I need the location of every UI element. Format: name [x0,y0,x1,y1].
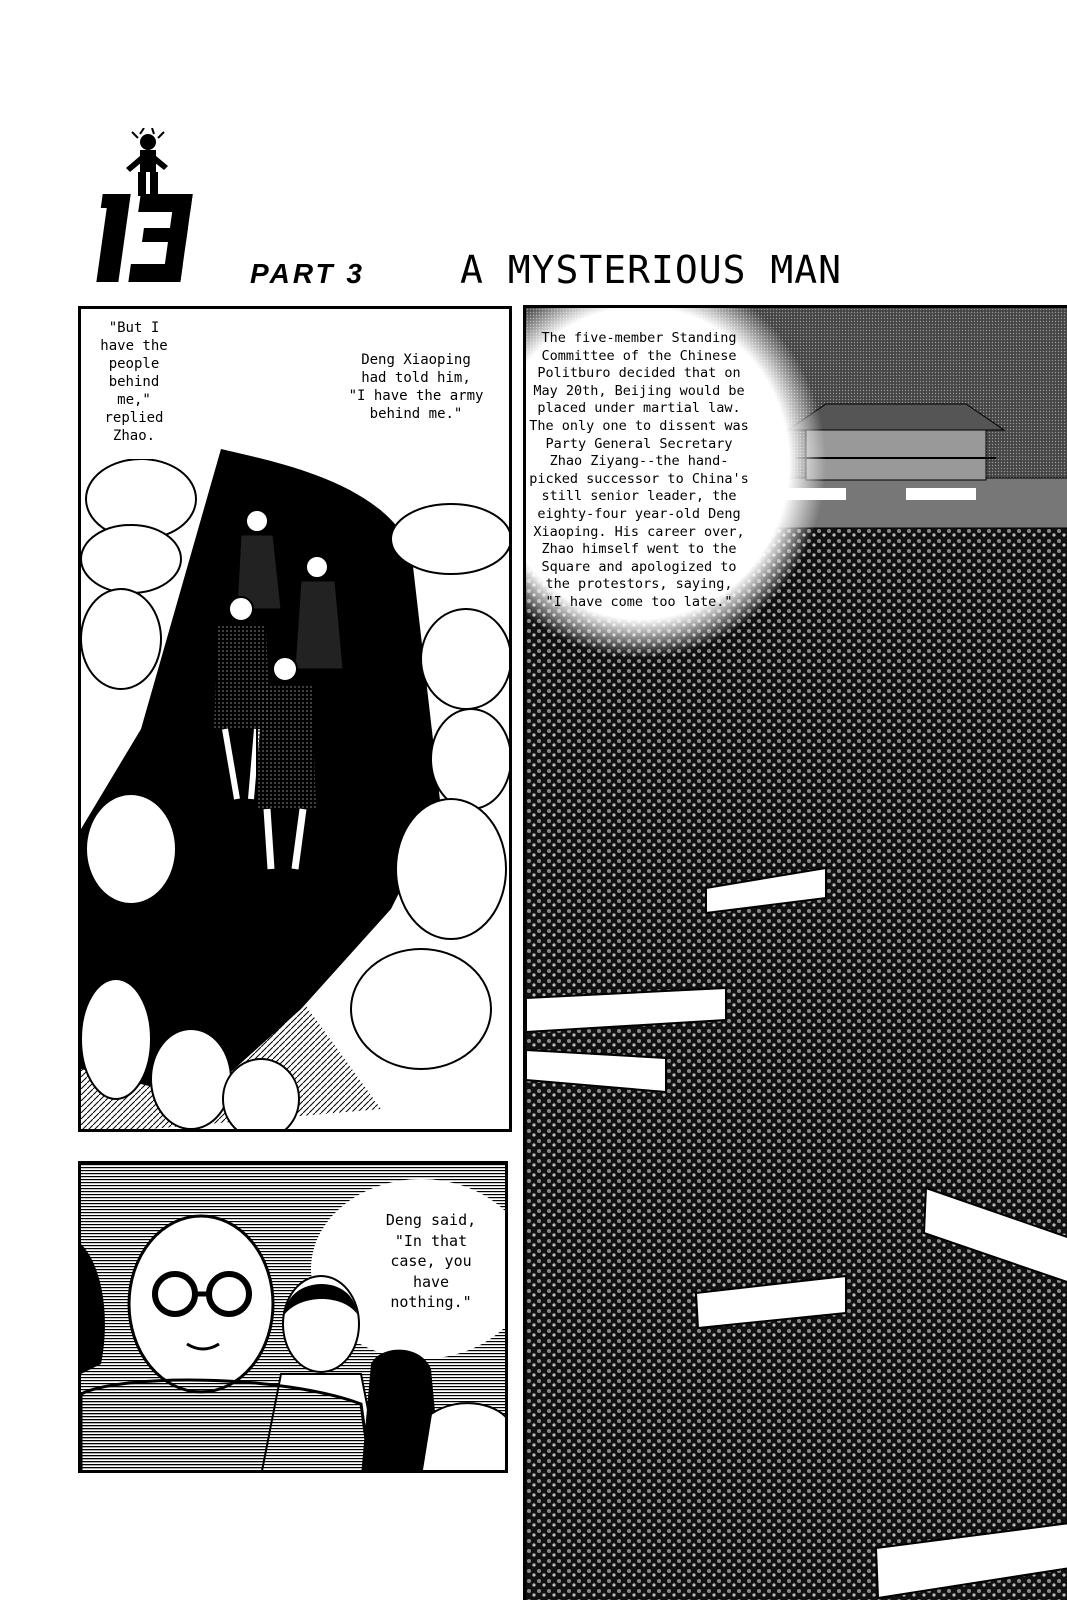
caption-zhao-quote: "But I have the people behind me," replied Zhao. [100,320,168,444]
chapter-title: A MYSTERIOUS MAN [460,248,843,292]
golgo-13-logo [88,128,203,283]
caption-narration: The five-member Standing Committee of the Chinese Politburo decided that on May 20th, Beijing would be placed under martial law. The only one to dissent was Party General Secretary Zhao Ziyang--the hand- picked successor to China's still senior leader, the eighty-four year-old Deng Xiaoping. His career over, Zhao himself went to the Square and apologized to the protestors, saying, "I have come too late." [529,330,749,610]
panel-leaders-walking [78,306,512,1132]
panel-tiananmen-crowd [523,305,1067,1600]
logo-figure-icon [126,128,168,196]
panel-deng-closeup [78,1161,508,1473]
part-label: PART 3 [250,258,365,289]
caption-deng-nothing-quote: Deng said, "In that case, you have nothing." [385,1211,477,1311]
caption-deng-army-quote: Deng Xiaoping had told him, "I have the army behind me." [348,352,484,422]
